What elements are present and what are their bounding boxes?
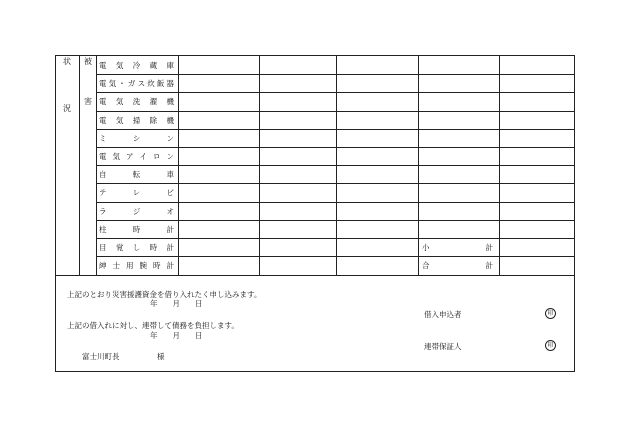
col-divider-1 <box>79 56 80 275</box>
item-label-char: 濯 <box>149 96 158 106</box>
item-label-char: 電 <box>99 115 107 125</box>
addressee: 富士川町長 <box>82 352 120 361</box>
item-label-char: ア <box>126 151 134 161</box>
item-label <box>97 129 177 147</box>
item-label <box>97 202 177 220</box>
item-label-char: 時 <box>132 224 141 234</box>
item-label-char: 腕 <box>139 260 147 270</box>
item-label <box>97 92 177 110</box>
item-label-char: 機 <box>166 115 174 125</box>
item-label-char: 計 <box>166 242 174 252</box>
item-label-char: 気 <box>115 96 124 106</box>
guarantee-statement: 上記の借入れに対し、連帯して債務を負担します。 <box>67 321 239 330</box>
borrower-label: 借入申込者 <box>424 310 462 319</box>
item-label-char: 士 <box>112 260 120 270</box>
item-label-char: 機 <box>166 96 174 106</box>
item-label-char: レ <box>132 187 141 197</box>
item-label-char: 炊 <box>147 78 155 88</box>
item-label-char: ロ <box>153 151 161 161</box>
item-label-char: 計 <box>166 260 174 270</box>
item-label-char: ミ <box>99 133 107 143</box>
item-label <box>97 56 177 74</box>
item-label-char: 紳 <box>99 260 107 270</box>
item-label-char: 時 <box>149 242 158 252</box>
item-label-char: 覚 <box>115 242 124 252</box>
item-label-char: 転 <box>132 169 141 179</box>
total-label <box>418 256 497 274</box>
item-label-char: ン <box>166 133 174 143</box>
item-label <box>97 147 177 165</box>
item-label-char: ビ <box>166 187 174 197</box>
status-label-bottom: 況 <box>63 104 71 113</box>
item-label-char: 気 <box>115 60 124 70</box>
subtotal-char-1: 小 <box>422 242 430 252</box>
item-label <box>97 111 177 129</box>
item-label-char: 目 <box>99 242 107 252</box>
item-label-char: 冷 <box>132 60 141 70</box>
item-label-char: 気 <box>112 151 120 161</box>
item-label-char: 車 <box>166 169 174 179</box>
damage-label-bottom: 害 <box>84 97 92 106</box>
subtotal-label <box>418 238 497 256</box>
item-label-char: ジ <box>132 206 141 216</box>
item-label-char: 掃 <box>132 115 141 125</box>
item-label-char: 庫 <box>166 60 174 70</box>
item-label-char: し <box>132 242 141 252</box>
item-label-char: イ <box>139 151 147 161</box>
item-label <box>97 74 177 92</box>
item-label-char: 洗 <box>132 96 141 106</box>
item-label-char: ン <box>166 151 174 161</box>
item-label-char: 柱 <box>99 224 107 234</box>
guarantor-seal: 印 <box>545 340 556 351</box>
item-label-char: 蔵 <box>149 60 158 70</box>
addressee-suffix: 様 <box>157 352 165 361</box>
item-label <box>97 256 177 274</box>
item-label-char: 用 <box>126 260 134 270</box>
total-char-1: 合 <box>422 260 430 270</box>
item-label-char: シ <box>132 133 141 143</box>
item-label <box>97 165 177 183</box>
item-label <box>97 238 177 256</box>
status-label-top: 状 <box>63 57 71 66</box>
guarantor-label: 連帯保証人 <box>424 342 462 351</box>
item-label-char: 電 <box>99 96 107 106</box>
total-char-2: 計 <box>485 260 493 270</box>
item-label-char: 飯 <box>156 78 165 88</box>
item-label-char: 電 <box>99 60 107 70</box>
item-label-char: ガ <box>127 78 136 88</box>
subtotal-char-2: 計 <box>485 242 493 252</box>
item-label-char: 時 <box>153 260 161 270</box>
item-label-char: 計 <box>166 224 174 234</box>
item-label-char: テ <box>99 187 107 197</box>
application-statement: 上記のとおり災害援護資金を借り入れたく申し込みます。 <box>67 290 262 299</box>
borrower-seal: 印 <box>545 308 556 319</box>
damage-label-top: 被 <box>84 57 92 66</box>
item-label <box>97 183 177 201</box>
item-label-char: 気 <box>108 78 117 88</box>
item-label-char: 除 <box>149 115 158 125</box>
item-label-char: 気 <box>115 115 124 125</box>
item-label-char: ラ <box>99 206 107 216</box>
item-label-char: 電 <box>99 151 107 161</box>
item-label-char: 電 <box>99 78 107 88</box>
item-label-char: ・ <box>118 78 126 88</box>
application-date: 年 月 日 <box>150 299 203 308</box>
item-label-char: 器 <box>166 78 174 88</box>
item-label <box>97 220 177 238</box>
table-bottom-border <box>56 275 574 276</box>
item-label-char: 自 <box>99 169 107 179</box>
guarantee-date: 年 月 日 <box>150 331 203 340</box>
item-label-char: ス <box>137 78 146 88</box>
item-label-char: オ <box>166 206 174 216</box>
